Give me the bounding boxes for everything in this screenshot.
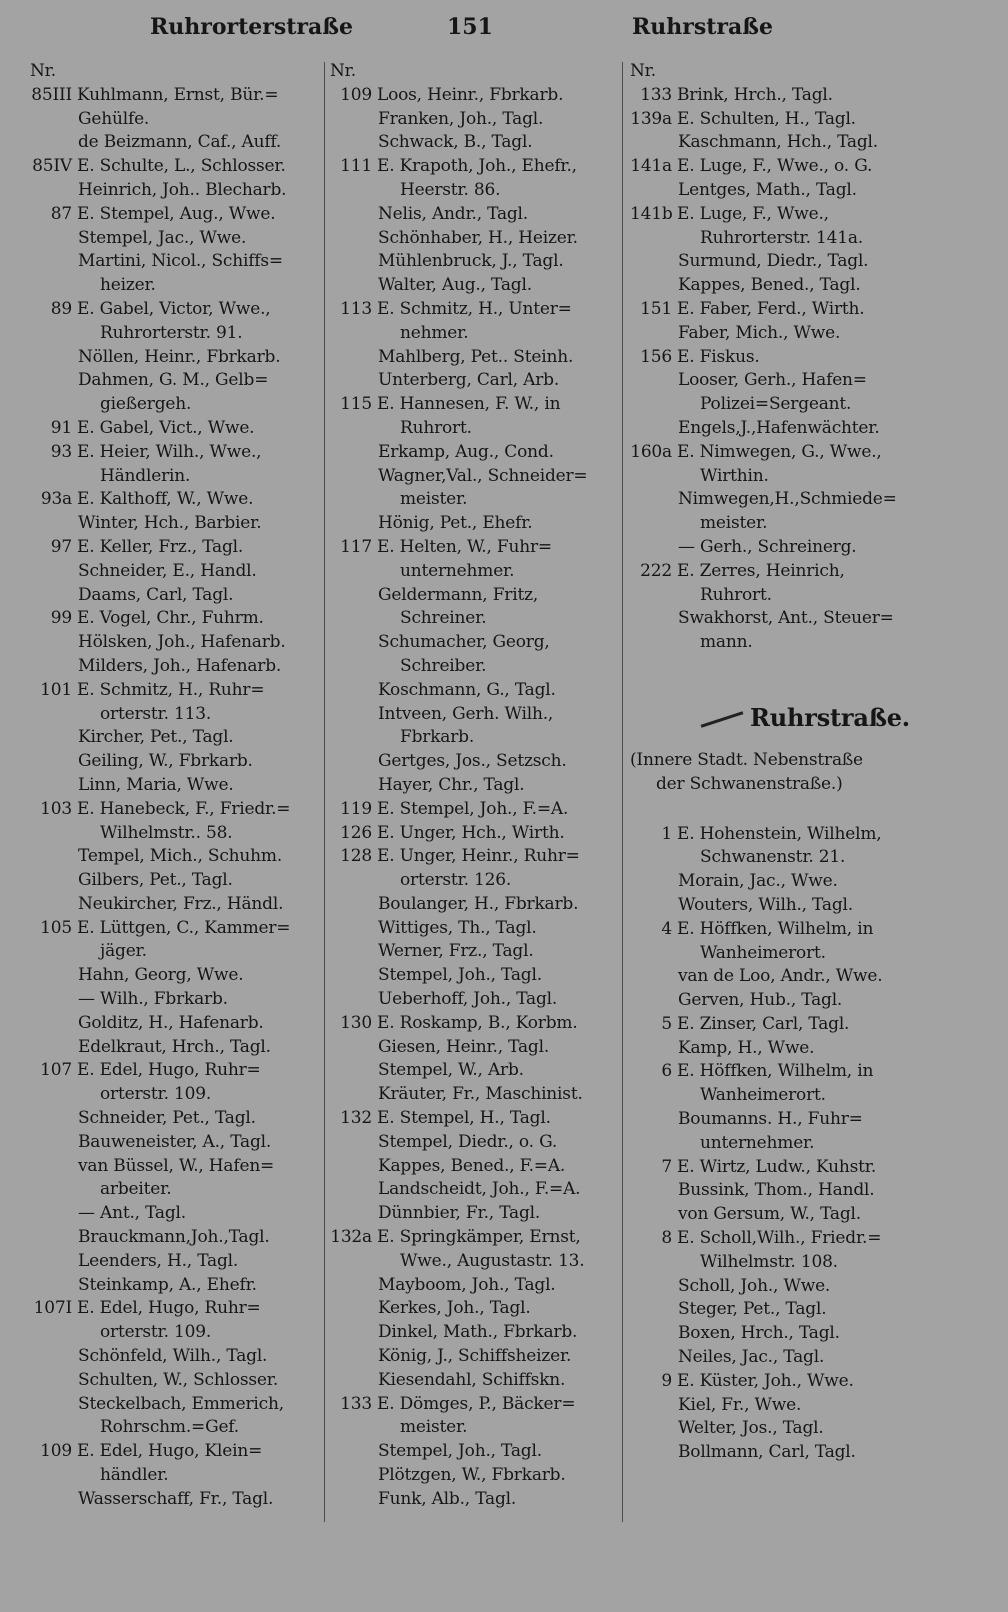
resident-line: Welter, Jos., Tagl. (678, 1418, 824, 1439)
house-number: 128 (340, 846, 372, 867)
house-entry (30, 1059, 320, 1083)
resident-text: E. Edel, Hugo, Ruhr= (77, 1298, 261, 1319)
house-number: 4 (661, 918, 672, 939)
resident-line: Martini, Nicol., Schiffs= (78, 251, 283, 272)
resident-line: Gilbers, Pet., Tagl. (78, 870, 233, 891)
resident-line: Bollmann, Carl, Tagl. (678, 1442, 856, 1463)
house-entry (30, 417, 320, 441)
resident-text: E. Stempel, H., Tagl. (377, 1108, 551, 1129)
resident-line: Scholl, Joh., Wwe. (678, 1275, 831, 1296)
house-number: 117 (340, 536, 372, 557)
resident-line: Surmund, Diedr., Tagl. (678, 251, 869, 272)
nr-label: Nr. (30, 61, 56, 81)
house-entry (30, 488, 320, 512)
continuation-line: meister. (400, 489, 468, 510)
resident-line: Kappes, Bened., F.=A. (378, 1155, 566, 1176)
page-number: 151 (447, 14, 493, 40)
running-head-right: Ruhrstraße (632, 14, 773, 40)
house-number: 85IV (32, 156, 72, 177)
resident-line: Landscheidt, Joh., F.=A. (378, 1179, 581, 1200)
house-number: 93a (40, 489, 72, 510)
resident-line: Kiel, Fr., Wwe. (678, 1394, 802, 1415)
resident-text: E. Lüttgen, C., Kammer= (77, 917, 291, 938)
continuation-line: Ruhrort. (700, 584, 772, 605)
resident-line: Bauweneister, A., Tagl. (78, 1131, 272, 1152)
number-column-label (630, 60, 980, 84)
house-number: 87 (50, 203, 72, 224)
resident-text: Loos, Heinr., Fbrkarb. (377, 84, 564, 105)
continuation-line: jäger. (100, 941, 147, 962)
resident-line: Gerven, Hub., Tagl. (678, 990, 843, 1011)
resident-line: Giesen, Heinr., Tagl. (378, 1036, 550, 1057)
resident-text: E. Krapoth, Joh., Ehefr., (377, 156, 577, 177)
house-entry (30, 1440, 320, 1464)
resident-line: Boulanger, H., Fbrkarb. (378, 893, 579, 914)
resident-text: E. Heier, Wilh., Wwe., (77, 441, 262, 462)
resident-line: Engels,J.,Hafenwächter. (678, 417, 880, 438)
resident-line: Steinkamp, A., Ehefr. (78, 1274, 257, 1295)
resident-line: Schulten, W., Schlosser. (78, 1369, 279, 1390)
resident-line: Wittiges, Th., Tagl. (378, 917, 537, 938)
resident-text: E. Schulte, L., Schlosser. (77, 156, 286, 177)
resident-line: Dünnbier, Fr., Tagl. (378, 1203, 541, 1224)
continuation-line: Schreiner. (400, 608, 487, 629)
house-number: 222 (640, 560, 672, 581)
resident-line: Edelkraut, Hrch., Tagl. (78, 1036, 271, 1057)
resident-line: Wagner,Val., Schneider= (378, 465, 588, 486)
continuation-line: arbeiter. (100, 1179, 172, 1200)
continuation-line: mann. (700, 632, 753, 653)
street-name: Ruhrstraße. (750, 702, 910, 732)
resident-text: E. Zerres, Heinrich, (677, 560, 845, 581)
house-number: 109 (40, 1441, 72, 1462)
resident-line: Ueberhoff, Joh., Tagl. (378, 989, 558, 1010)
resident-text: E. Edel, Hugo, Klein= (77, 1441, 263, 1462)
resident-line: Boxen, Hrch., Tagl. (678, 1323, 840, 1344)
resident-line: Unterberg, Carl, Arb. (378, 370, 560, 391)
house-number: 119 (340, 798, 372, 819)
house-entry (30, 84, 320, 108)
resident-line: Kappes, Bened., Tagl. (678, 275, 861, 296)
house-entry (630, 108, 980, 132)
resident-text: E. Schulten, H., Tagl. (677, 108, 856, 129)
resident-text: E. Fiskus. (677, 346, 760, 367)
resident-line: Schneider, E., Handl. (78, 560, 257, 581)
house-entry (330, 822, 618, 846)
continuation-line: orterstr. 126. (400, 870, 512, 891)
resident-line: Stempel, Joh., Tagl. (378, 1441, 542, 1462)
house-entry (630, 441, 980, 465)
continuation-line: händler. (100, 1465, 169, 1486)
resident-text: E. Luge, F., Wwe., (677, 203, 829, 224)
house-entry (630, 155, 980, 179)
resident-line: Mahlberg, Pet.. Steinh. (378, 346, 574, 367)
house-entry (630, 203, 980, 227)
street-description: der Schwanenstraße.) (656, 773, 843, 794)
resident-text: E. Hannesen, F. W., in (377, 394, 561, 415)
resident-line: Stempel, Joh., Tagl. (378, 965, 542, 986)
continuation-line: Ruhrorterstr. 141a. (700, 227, 864, 248)
resident-text: E. Höffken, Wilhelm, in (677, 918, 874, 939)
house-entry (30, 798, 320, 822)
house-entry (30, 298, 320, 322)
house-entry (30, 1297, 320, 1321)
resident-line: — Wilh., Fbrkarb. (78, 989, 228, 1010)
continuation-line: Wirthin. (700, 465, 769, 486)
resident-text: E. Keller, Frz., Tagl. (77, 536, 244, 557)
house-number: 141b (630, 203, 673, 224)
continuation-line: orterstr. 109. (100, 1084, 212, 1105)
continuation-line: Ruhrorterstr. 91. (100, 322, 243, 343)
house-number: 5 (661, 1013, 672, 1034)
resident-text: E. Hohenstein, Wilhelm, (677, 823, 882, 844)
resident-line: Neukircher, Frz., Händl. (78, 893, 284, 914)
resident-line: Boumanns. H., Fuhr= (678, 1109, 863, 1130)
resident-text: Kuhlmann, Ernst, Bür.= (77, 84, 279, 105)
house-entry (630, 1156, 980, 1180)
section-spacer (630, 797, 980, 823)
house-number: 139a (630, 108, 672, 129)
house-entry (630, 346, 980, 370)
house-number: 107I (33, 1298, 72, 1319)
resident-line: Brauckmann,Joh.,Tagl. (78, 1227, 270, 1248)
resident-line: Geiling, W., Fbrkarb. (78, 751, 253, 772)
resident-line: Erkamp, Aug., Cond. (378, 441, 554, 462)
house-number: 115 (340, 394, 372, 415)
resident-line: Hönig, Pet., Ehefr. (378, 513, 533, 534)
resident-text: E. Hanebeck, F., Friedr.= (77, 798, 291, 819)
number-column-label (330, 60, 618, 84)
continuation-line: meister. (700, 513, 768, 534)
resident-text: E. Unger, Heinr., Ruhr= (377, 846, 580, 867)
resident-text: Brink, Hrch., Tagl. (677, 84, 833, 105)
continuation-line: unternehmer. (400, 560, 515, 581)
resident-text: E. Scholl,Wilh., Friedr.= (677, 1228, 882, 1249)
house-entry (630, 298, 980, 322)
resident-line: Stempel, Jac., Wwe. (78, 227, 247, 248)
resident-line: van Büssel, W., Hafen= (78, 1155, 275, 1176)
house-number: 89 (50, 298, 72, 319)
house-number: 91 (50, 417, 72, 438)
resident-line: Leenders, H., Tagl. (78, 1250, 239, 1271)
resident-line: Neiles, Jac., Tagl. (678, 1347, 825, 1368)
house-entry (30, 441, 320, 465)
resident-line: Winter, Hch., Barbier. (78, 513, 262, 534)
resident-line: König, J., Schiffsheizer. (378, 1346, 572, 1367)
running-head-left: Ruhrorterstraße (150, 14, 353, 40)
house-number: 151 (640, 298, 672, 319)
house-number: 1 (661, 823, 672, 844)
house-entry (630, 1013, 980, 1037)
resident-line: Gertges, Jos., Setzsch. (378, 751, 567, 772)
resident-line: Linn, Maria, Wwe. (78, 774, 234, 795)
house-number: 160a (630, 441, 672, 462)
house-entry (330, 1393, 618, 1417)
section-spacer (630, 655, 980, 685)
house-number: 111 (340, 156, 372, 177)
house-number: 132a (330, 1227, 372, 1248)
house-entry (330, 1012, 618, 1036)
resident-line: Wasserschaff, Fr., Tagl. (78, 1488, 274, 1509)
house-number: 97 (50, 536, 72, 557)
house-entry (630, 1227, 980, 1251)
resident-line: Kircher, Pet., Tagl. (78, 727, 234, 748)
house-entry (630, 1060, 980, 1084)
resident-line: Hahn, Georg, Wwe. (78, 965, 244, 986)
continuation-line: orterstr. 109. (100, 1322, 212, 1343)
resident-line: Nimwegen,H.,Schmiede= (678, 489, 897, 510)
resident-line: Morain, Jac., Wwe. (678, 871, 838, 892)
resident-text: E. Küster, Joh., Wwe. (677, 1370, 854, 1391)
resident-line: Kamp, H., Wwe. (678, 1037, 815, 1058)
resident-text: E. Edel, Hugo, Ruhr= (77, 1060, 261, 1081)
house-number: 9 (661, 1370, 672, 1391)
resident-line: — Gerh., Schreinerg. (678, 536, 857, 557)
house-entry (30, 679, 320, 703)
resident-line: Geldermann, Fritz, (378, 584, 539, 605)
house-entry (30, 607, 320, 631)
resident-line: Schwack, B., Tagl. (378, 132, 533, 153)
house-entry (330, 393, 618, 417)
resident-line: Tempel, Mich., Schuhm. (78, 846, 283, 867)
continuation-line: Fbrkarb. (400, 727, 475, 748)
house-number: 132 (340, 1108, 372, 1129)
resident-line: Kräuter, Fr., Maschinist. (378, 1084, 583, 1105)
resident-text: E. Zinser, Carl, Tagl. (677, 1013, 850, 1034)
resident-line: Schneider, Pet., Tagl. (78, 1108, 256, 1129)
resident-text: E. Roskamp, B., Korbm. (377, 1012, 578, 1033)
resident-line: Hayer, Chr., Tagl. (378, 774, 525, 795)
column-2 (330, 60, 618, 1512)
house-number: 105 (40, 917, 72, 938)
resident-text: E. Wirtz, Ludw., Kuhstr. (677, 1156, 877, 1177)
resident-text: E. Stempel, Aug., Wwe. (77, 203, 276, 224)
resident-line: Stempel, Diedr., o. G. (378, 1131, 558, 1152)
house-number: 7 (661, 1156, 672, 1177)
house-number: 156 (640, 346, 672, 367)
continuation-line: gießergeh. (100, 394, 192, 415)
resident-line: Kaschmann, Hch., Tagl. (678, 132, 878, 153)
resident-line: Walter, Aug., Tagl. (378, 275, 532, 296)
resident-line: Steckelbach, Emmerich, (78, 1393, 284, 1414)
column-1 (30, 60, 320, 1512)
column-divider (622, 62, 623, 1522)
nr-label: Nr. (630, 61, 656, 81)
resident-line: Funk, Alb., Tagl. (378, 1488, 517, 1509)
resident-line: Werner, Frz., Tagl. (378, 941, 534, 962)
resident-line: Kiesendahl, Schiffskn. (378, 1369, 566, 1390)
resident-text: E. Schmitz, H., Ruhr= (77, 679, 265, 700)
continuation-line: Händlerin. (100, 465, 191, 486)
continuation-line: Rohrschm.=Gef. (100, 1417, 240, 1438)
resident-line: van de Loo, Andr., Wwe. (678, 966, 883, 987)
resident-text: E. Gabel, Vict., Wwe. (77, 417, 255, 438)
house-number: 130 (340, 1012, 372, 1033)
house-entry (30, 917, 320, 941)
resident-text: E. Höffken, Wilhelm, in (677, 1061, 874, 1082)
continuation-line: nehmer. (400, 322, 469, 343)
page-header (0, 8, 1008, 48)
house-entry (330, 845, 618, 869)
resident-text: E. Helten, W., Fuhr= (377, 536, 552, 557)
continuation-line: Schreiber. (400, 655, 487, 676)
resident-text: E. Schmitz, H., Unter= (377, 298, 572, 319)
house-number: 99 (50, 608, 72, 629)
resident-line: Faber, Mich., Wwe. (678, 322, 841, 343)
house-entry (630, 84, 980, 108)
continuation-line: Wanheimerort. (700, 942, 826, 963)
house-entry (630, 1370, 980, 1394)
resident-line: Gehülfe. (78, 108, 150, 129)
resident-line: Golditz, H., Hafenarb. (78, 1012, 264, 1033)
column-divider (324, 62, 325, 1522)
resident-text: E. Vogel, Chr., Fuhrm. (77, 608, 264, 629)
continuation-line: Ruhrort. (400, 417, 472, 438)
resident-line: Nelis, Andr., Tagl. (378, 203, 528, 224)
resident-line: Lentges, Math., Tagl. (678, 179, 857, 200)
continuation-line: meister. (400, 1417, 468, 1438)
resident-text: E. Unger, Hch., Wirth. (377, 822, 565, 843)
continuation-line: Wilhelmstr.. 58. (100, 822, 233, 843)
house-entry (330, 536, 618, 560)
pen-mark-icon (701, 711, 744, 727)
continuation-line: Wilhelmstr. 108. (700, 1251, 838, 1272)
resident-text: E. Luge, F., Wwe., o. G. (677, 156, 873, 177)
resident-text: E. Kalthoff, W., Wwe. (77, 489, 254, 510)
resident-line: Wouters, Wilh., Tagl. (678, 894, 853, 915)
nr-label: Nr. (330, 61, 356, 81)
house-entry (630, 918, 980, 942)
house-number: 141a (630, 156, 672, 177)
resident-line: Daams, Carl, Tagl. (78, 584, 234, 605)
resident-line: Intveen, Gerh. Wilh., (378, 703, 554, 724)
resident-line: Dinkel, Math., Fbrkarb. (378, 1322, 578, 1343)
house-entry (630, 823, 980, 847)
house-number: 113 (340, 298, 372, 319)
house-number: 107 (40, 1060, 72, 1081)
resident-line: Dahmen, G. M., Gelb= (78, 370, 269, 391)
house-number: 93 (50, 441, 72, 462)
resident-line: — Ant., Tagl. (78, 1203, 186, 1224)
resident-line: Stempel, W., Arb. (378, 1060, 524, 1081)
house-number: 109 (340, 84, 372, 105)
resident-text: E. Faber, Ferd., Wirth. (677, 298, 865, 319)
resident-line: von Gersum, W., Tagl. (678, 1204, 861, 1225)
house-entry (630, 560, 980, 584)
house-entry (330, 1226, 618, 1250)
resident-line: Hölsken, Joh., Hafenarb. (78, 632, 286, 653)
house-entry (30, 203, 320, 227)
column-3 (630, 60, 980, 1465)
house-entry (330, 298, 618, 322)
house-number: 133 (340, 1393, 372, 1414)
resident-line: Schönhaber, H., Heizer. (378, 227, 578, 248)
resident-line: Schumacher, Georg, (378, 632, 550, 653)
number-column-label (30, 60, 320, 84)
resident-line: Mayboom, Joh., Tagl. (378, 1274, 556, 1295)
continuation-line: Schwanenstr. 21. (700, 847, 846, 868)
resident-line: Milders, Joh., Hafenarb. (78, 655, 282, 676)
continuation-line: orterstr. 113. (100, 703, 212, 724)
continuation-line: Wwe., Augustastr. 13. (400, 1250, 585, 1271)
house-number: 126 (340, 822, 372, 843)
resident-line: Steger, Pet., Tagl. (678, 1299, 827, 1320)
resident-line: Looser, Gerh., Hafen= (678, 370, 867, 391)
street-section-heading (630, 693, 980, 743)
house-number: 133 (640, 84, 672, 105)
resident-line: Plötzgen, W., Fbrkarb. (378, 1465, 566, 1486)
house-number: 101 (40, 679, 72, 700)
resident-line: Mühlenbruck, J., Tagl. (378, 251, 564, 272)
resident-line: Bussink, Thom., Handl. (678, 1180, 875, 1201)
street-description: (Innere Stadt. Nebenstraße (630, 749, 863, 770)
resident-text: E. Stempel, Joh., F.=A. (377, 798, 569, 819)
resident-line: Heinrich, Joh.. Blecharb. (78, 179, 287, 200)
house-entry (330, 1107, 618, 1131)
resident-line: Swakhorst, Ant., Steuer= (678, 608, 894, 629)
resident-line: Kerkes, Joh., Tagl. (378, 1298, 531, 1319)
resident-line: Nöllen, Heinr., Fbrkarb. (78, 346, 281, 367)
resident-text: E. Nimwegen, G., Wwe., (677, 441, 882, 462)
house-entry (30, 536, 320, 560)
continuation-line: unternehmer. (700, 1132, 815, 1153)
house-number: 6 (661, 1061, 672, 1082)
continuation-line: Wanheimerort. (700, 1085, 826, 1106)
house-entry (330, 798, 618, 822)
continuation-line: Heerstr. 86. (400, 179, 501, 200)
resident-line: de Beizmann, Caf., Auff. (78, 132, 282, 153)
house-number: 8 (661, 1228, 672, 1249)
resident-text: E. Dömges, P., Bäcker= (377, 1393, 576, 1414)
house-entry (330, 155, 618, 179)
resident-text: E. Gabel, Victor, Wwe., (77, 298, 271, 319)
house-number: 85III (31, 84, 72, 105)
continuation-line: heizer. (100, 275, 156, 296)
resident-line: Schönfeld, Wilh., Tagl. (78, 1346, 268, 1367)
house-entry (30, 155, 320, 179)
resident-line: Koschmann, G., Tagl. (378, 679, 556, 700)
resident-line: Franken, Joh., Tagl. (378, 108, 544, 129)
house-number: 103 (40, 798, 72, 819)
house-entry (330, 84, 618, 108)
continuation-line: Polizei=Sergeant. (700, 394, 852, 415)
resident-text: E. Springkämper, Ernst, (377, 1227, 581, 1248)
